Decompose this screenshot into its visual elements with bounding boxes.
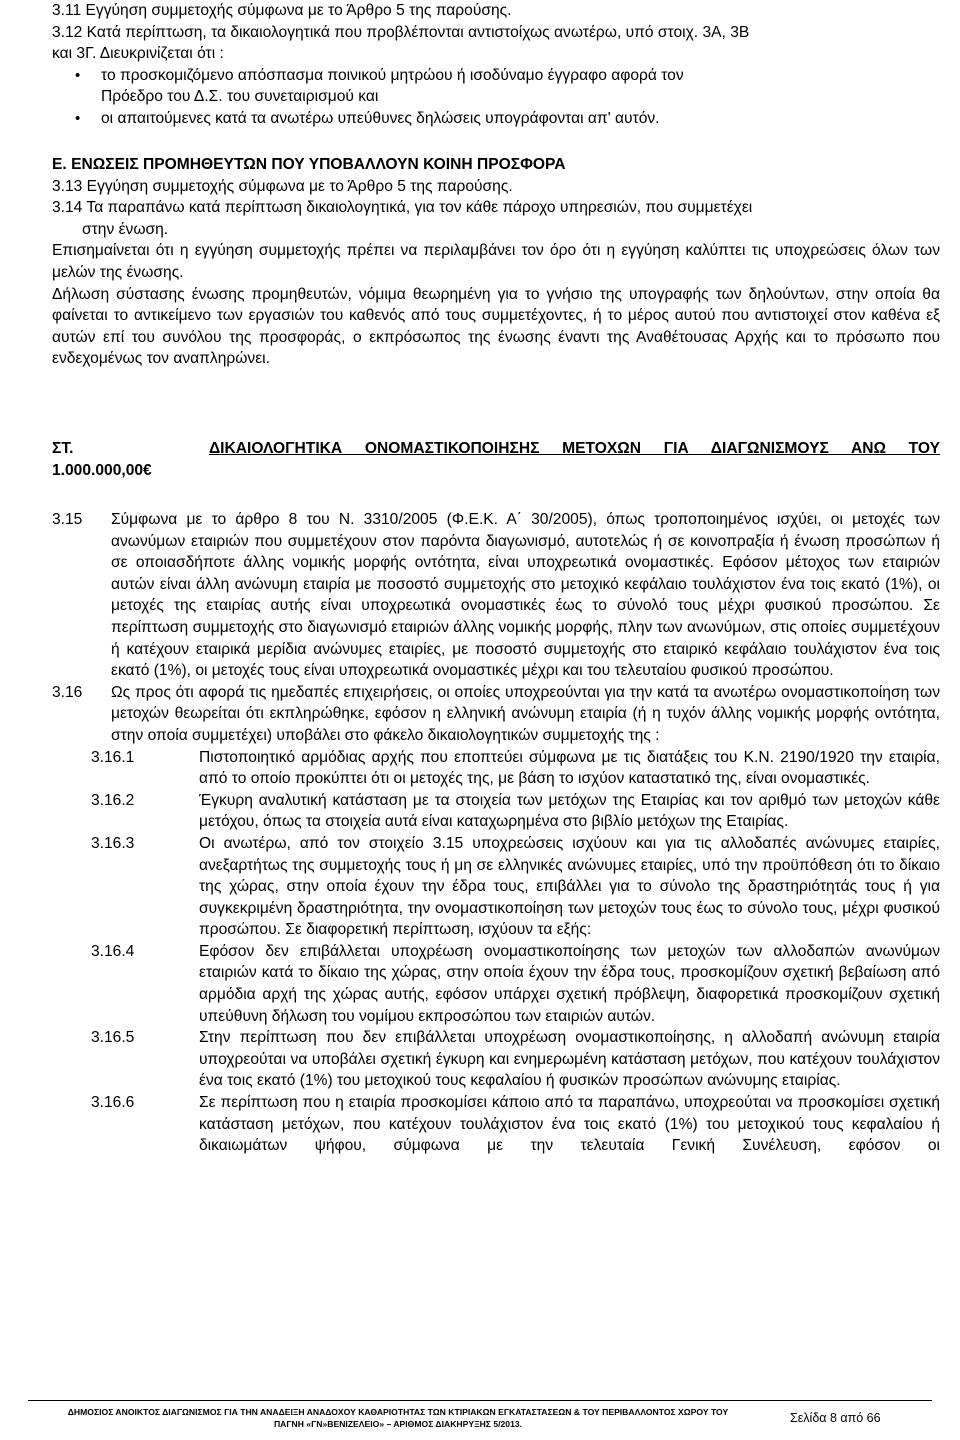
heading-st-amount: 1.000.000,00€ bbox=[52, 461, 152, 479]
section-3-15-number: 3.15 bbox=[52, 511, 83, 528]
footer-title bbox=[28, 1406, 768, 1430]
bullet-item-1-line1: • το προσκομιζόμενο απόσπασμα ποινικού μητρώου ή ισοδύναμο έγγραφο αφορά τον bbox=[101, 65, 940, 87]
body-top-block bbox=[52, 0, 940, 130]
section-3-16-2-text: Έγκυρη αναλυτική κατάσταση με τα στοιχεία των μετόχων της Εταιρίας και τον αριθμό των μετοχών κάθε μετόχου, όπως τα στοιχεία αυτά είναι καταχωρημένα στο βιβλίο μετόχων της Εταιρίας. bbox=[199, 791, 940, 831]
heading-st-prefix: ΣΤ. bbox=[52, 440, 74, 457]
footer-divider bbox=[28, 1400, 932, 1401]
section-3-16-1-number: 3.16.1 bbox=[91, 748, 135, 766]
section-3-16-5 bbox=[52, 1027, 940, 1092]
section-3-16-4 bbox=[52, 941, 940, 1027]
section-3-15-block bbox=[52, 509, 940, 1157]
section-3-12-line1: 3.12 Κατά περίπτωση, τα δικαιολογητικά που προβλέπονται αντιστοίχως ανωτέρω, υπό στοιχ. 3Α, 3Β bbox=[52, 23, 750, 41]
section-3-14-line1: 3.14 Τα παραπάνω κατά περίπτωση δικαιολογητικά, για τον κάθε πάροχο υπηρεσιών, που συμμετέχει bbox=[52, 199, 753, 217]
section-3-15-text: Σύμφωνα με το άρθρο 8 του Ν. 3310/2005 (Φ.Ε.Κ. Α΄ 30/2005), όπως τροποποιημένος ισχύει, οι μετοχές των ανωνύμων εταιριών που συμμετέχουν στον παρόντα διαγωνισμό, αυτοτελώς ή σε κοινοπραξία ή ένωση προσώπων ή σε οποιασδήποτε άλλης νομικής μορφής οντότητα, είναι υποχρεωτικά ονομαστικές. Εφόσον μέτοχος των εταιριών αυτών είναι άλλη ανώνυμη εταιρία με ποσοστό συμμετοχής στο μετοχικό κεφάλαιο τουλάχιστον ένα τοις εκατό (1%), οι μετοχές της εταιρίας αυτής είναι υποχρεωτικά ονομαστικές έως το σύνολό τους μέχρι φυσικού προσώπου. Σε περίπτωση συμμετοχής στο διαγωνισμό εταιριών άλλης νομικής μορφής, πλην των ανωνύμων, στις οποίες συμμετέχουν ή κατέχουν εταιρικά μερίδια ανώνυμες εταιρίες, με ποσοστό συμμετοχής στο εταιρικό κεφάλαιο τουλάχιστον ένα τοις εκατό (1%), οι μετοχές τους είναι υποχρεωτικά ονομαστικές μέχρι και του τελευταίου φυσικού προσώπου. bbox=[111, 511, 940, 680]
bullet-item-1-line2: Πρόεδρο του Δ.Σ. του συνεταιρισμού και bbox=[101, 88, 379, 106]
section-e-block bbox=[52, 154, 940, 370]
bullet-item-2: • οι απαιτούμενες κατά τα ανωτέρω υπεύθυνες δηλώσεις υπογράφονται απ' αυτόν. bbox=[101, 108, 940, 130]
section-3-11: 3.11 Εγγύηση συμμετοχής σύμφωνα με το Άρθρο 5 της παρούσης. bbox=[52, 2, 512, 19]
section-3-16-2 bbox=[52, 790, 940, 833]
section-3-16-5-text: Στην περίπτωση που δεν επιβάλλεται υποχρέωση ονομαστικοποίησης, η αλλοδαπή ανώνυμη εταιρία υποχρεούται να υποβάλει σχετική έγκυρη και ενημερωμένη κατάσταση μετόχων, που κατέχουν τουλάχιστον ένα τοις εκατό (1%) του μετοχικού τους κεφαλαίου ή φυσικών προσώπων ανώνυμης εταιρίας. bbox=[199, 1029, 940, 1090]
section-3-16-6-text: Σε περίπτωση που η εταιρία προσκομίσει κάποιο από τα παραπάνω, υποχρεούται να προσκομίσει σχετική κατάσταση μετόχων, που κατέχουν τουλάχιστον ένα τοις εκατό (1%) του μετοχικού τους κεφαλαίου ή δικαιωμάτων ψήφου, σύμφωνα με την τελευταία Γενική Συνέλευση, εφόσον οι bbox=[199, 1094, 940, 1155]
section-3-14-line2: στην ένωση. bbox=[82, 220, 169, 238]
page-number: Σελίδα 8 από 66 bbox=[790, 1411, 881, 1425]
paragraph-dilosi: Δήλωση σύστασης ένωσης προμηθευτών, νόμιμα θεωρημένη για το γνήσιο της υπογραφής των δηλούντων, στην οποία θα φαίνεται το αντικείμενο των εργασιών του καθενός από τους συμμετέχοντες, ή το μέρος αυτού που αντιστοιχεί στον καθένα εξ αυτών επί του συνόλου της προσφοράς, ο εκπρόσωπος της ένωσης έναντι της Αναθέτουσας Αρχής και το πρόσωπο που ενδεχομένως τον αναπληρώνει. bbox=[52, 285, 940, 368]
section-3-16-3 bbox=[52, 833, 940, 941]
section-3-16-3-text: Οι ανωτέρω, από τον στοιχείο 3.15 υποχρεώσεις ισχύουν και για τις αλλοδαπές ανώνυμες εταιρίες, ανεξαρτήτως της συμμετοχής τους ή μη σε ελληνικές ανώνυμες εταιρίες, υπό την προϋπόθεση ότι το δίκαιο της χώρας, στην οποία έχουν την έδρα τους, επιβάλλει για το σύνολο της δραστηριότητάς τους ή για συγκεκριμένη δραστηριότητα, την ονομαστικοποίηση των μετοχών τους έως το σύνολο τους, μέχρι φυσικού προσώπου. Σε διαφορετική περίπτωση, ισχύουν τα εξής: bbox=[199, 834, 940, 939]
section-3-16 bbox=[52, 682, 940, 747]
section-3-16-1 bbox=[52, 747, 940, 790]
section-3-16-4-number: 3.16.4 bbox=[91, 942, 135, 960]
section-3-16-6 bbox=[52, 1092, 940, 1157]
heading-e: Ε. ΕΝΩΣΕΙΣ ΠΡΟΜΗΘΕΥΤΩΝ ΠΟΥ ΥΠΟΒΑΛΛΟΥΝ ΚΟΙΝΗ ΠΡΟΣΦΟΡΑ bbox=[52, 156, 566, 173]
heading-st-text: ΔΙΚΑΙΟΛΟΓΗΤΙΚΑ ΟΝΟΜΑΣΤΙΚΟΠΟΙΗΣΗΣ ΜΕΤΟΧΩΝ ΓΙΑ ΔΙΑΓΩΝΙΣΜΟΥΣ ΑΝΩ ΤΟΥ bbox=[208, 440, 940, 457]
bullet-list bbox=[52, 65, 940, 130]
section-3-16-6-number: 3.16.6 bbox=[91, 1094, 135, 1112]
section-3-16-5-number: 3.16.5 bbox=[91, 1029, 135, 1047]
section-3-15 bbox=[52, 509, 940, 682]
section-3-12-line2: και 3Γ. Διευκρινίζεται ότι : bbox=[52, 45, 224, 63]
section-3-16-2-number: 3.16.2 bbox=[91, 791, 135, 809]
section-3-16-number: 3.16 bbox=[52, 683, 83, 701]
section-3-16-4-text: Εφόσον δεν επιβάλλεται υποχρέωση ονομαστικοποίησης των μετοχών των αλλοδαπών ανωνύμων εταιριών κατά το δίκαιο της χώρας, στην οποία έχουν την έδρα τους, προσκομίζουν σχετική βεβαίωση από αρμόδια αρχή της χώρας αυτής, εφόσον υπάρχει σχετική πρόβλεψη, διαφορετικά προσκομίζουν σχετική υπεύθυνη δήλωση του νομίμου εκπροσώπου των εταιριών αυτών. bbox=[199, 942, 940, 1025]
section-3-16-text: Ως προς ότι αφορά τις ημεδαπές επιχειρήσεις, οι οποίες υποχρεούνται για την κατά τα ανωτέρω ονομαστικοποίηση των μετοχών θεωρείται ότι εκπληρώθηκε, εφόσον η ελληνική ανώνυμη εταιρία (ή η τυχόν άλλης νομικής μορφής οντότητα, στην οποία συμμετέχει) υποβάλει στο φάκελο δικαιολογητικών συμμετοχής της : bbox=[111, 683, 940, 744]
section-3-16-3-number: 3.16.3 bbox=[91, 834, 135, 852]
footer-title-line2: ΠΑΓΝΗ «ΓΝ»ΒΕΝΙΖΕΛΕΙΟ» – ΑΡΙΘΜΟΣ ΔΙΑΚΗΡΥΞΗΣ 5/2013. bbox=[273, 1419, 523, 1429]
footer-title-line1: ΔΗΜΟΣΙΟΣ ΑΝΟΙΚΤΟΣ ΔΙΑΓΩΝΙΣΜΟΣ ΓΙΑ ΤΗΝ ΑΝΑΔΕΙΞΗ ΑΝΑΔΟΧΟΥ ΚΑΘΑΡΙΟΤΗΤΑΣ ΤΩΝ ΚΤΙΡΙΑΚΩΝ ΕΓΚΑΤΑΣΤΑΣΕΩΝ & ΤΟΥ ΠΕΡΙΒΑΛΛΟΝΤΟΣ ΧΩΡΟΥ ΤΟΥ bbox=[67, 1407, 729, 1417]
paragraph-episimainetai: Επισημαίνεται ότι η εγγύηση συμμετοχής πρέπει να περιλαμβάνει τον όρο ότι η εγγύηση καλύπτει τις υποχρεώσεις όλων των μελών της ένωσης. bbox=[52, 242, 940, 281]
section-3-16-1-text: Πιστοποιητικό αρμόδιας αρχής που εποπτεύει σύμφωνα με τις διατάξεις του Κ.Ν. 2190/1920 την εταιρία, από το οποίο προκύπτει ότι οι μετοχές της, με βάση το ισχύον καταστατικό της, είναι ονομαστικές. bbox=[199, 748, 940, 788]
heading-st-block bbox=[52, 438, 940, 481]
heading-st bbox=[52, 438, 940, 460]
section-3-13: 3.13 Εγγύηση συμμετοχής σύμφωνα με το Άρθρο 5 της παρούσης. bbox=[52, 177, 513, 195]
